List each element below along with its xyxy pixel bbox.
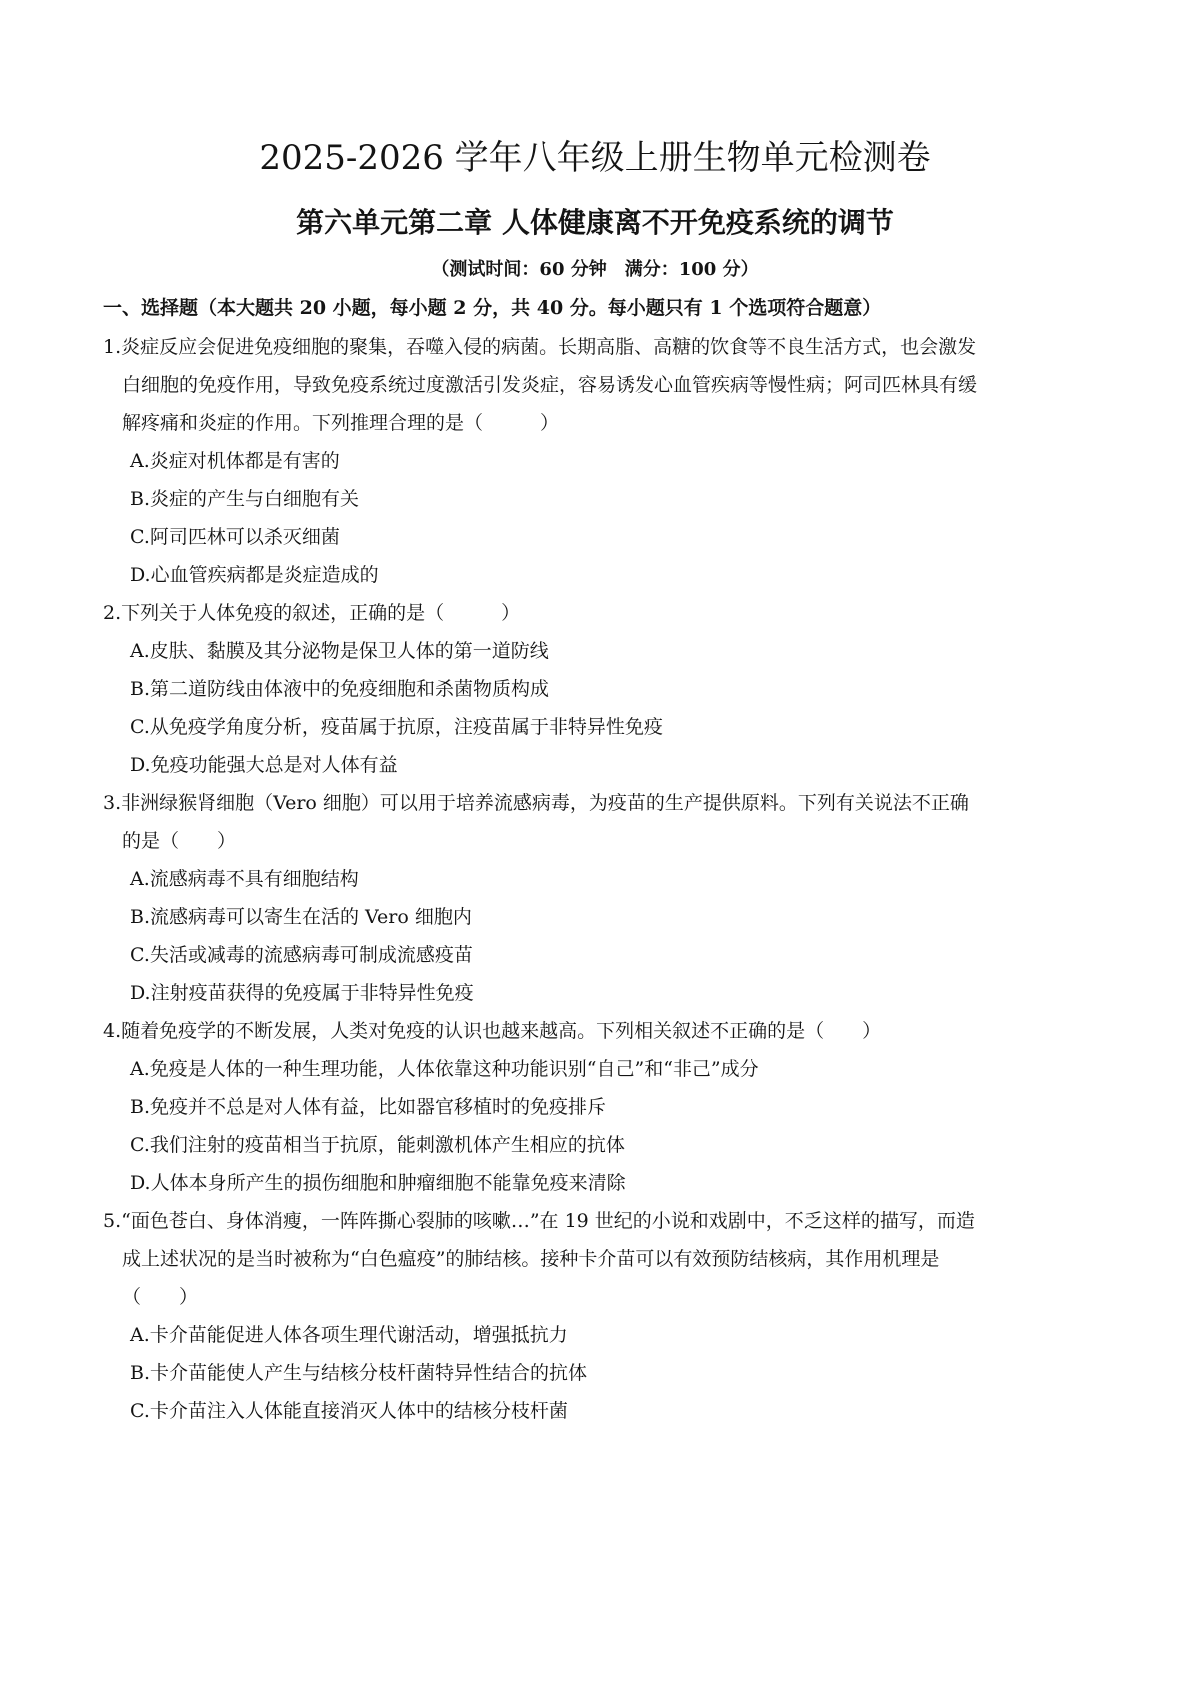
question-stem-line: 解疼痛和炎症的作用。下列推理合理的是（ ） [122,412,560,434]
option-a: A.皮肤、黏膜及其分泌物是保卫人体的第一道防线 [130,640,549,662]
question-5 [103,1202,1143,1430]
exam-subtitle: 第六单元第二章 人体健康离不开免疫系统的调节 [296,206,894,239]
question-3 [103,784,1143,1012]
option-d: D.免疫功能强大总是对人体有益 [130,754,398,776]
question-stem-line: 5.“面色苍白、身体消瘦，一阵阵撕心裂肺的咳嗽…”在 19 世纪的小说和戏剧中，不乏这样的描写，而造 [103,1210,975,1232]
section-heading: 一、选择题（本大题共 20 小题，每小题 2 分，共 40 分。每小题只有 1 个选项符合题意） [103,297,882,319]
option-a: A.免疫是人体的一种生理功能，人体依靠这种功能识别“自己”和“非己”成分 [130,1058,759,1080]
option-c: C.从免疫学角度分析，疫苗属于抗原，注疫苗属于非特异性免疫 [130,716,663,738]
question-stem-line: 2.下列关于人体免疫的叙述，正确的是（ ） [103,602,521,624]
question-2 [103,594,1143,784]
question-list [103,328,1143,1430]
option-d: D.心血管疾病都是炎症造成的 [130,564,379,586]
option-d: D.注射疫苗获得的免疫属于非特异性免疫 [130,982,474,1004]
question-stem-line: 4.随着免疫学的不断发展，人类对免疫的认识也越来越高。下列相关叙述不正确的是（ ） [103,1020,882,1042]
question-stem-line: 3.非洲绿猴肾细胞（Vero 细胞）可以用于培养流感病毒，为疫苗的生产提供原料。下列有关说法不正确 [103,792,969,814]
option-a: A.流感病毒不具有细胞结构 [130,868,359,890]
option-c: C.失活或减毒的流感病毒可制成流感疫苗 [130,944,473,966]
option-b: B.流感病毒可以寄生在活的 Vero 细胞内 [130,906,472,928]
option-d: D.人体本身所产生的损伤细胞和肿瘤细胞不能靠免疫来清除 [130,1172,626,1194]
question-stem-line: （ ） [122,1286,199,1308]
option-b: B.第二道防线由体液中的免疫细胞和杀菌物质构成 [130,678,550,700]
option-a: A.卡介苗能促进人体各项生理代谢活动，增强抵抗力 [130,1324,568,1346]
option-c: C.我们注射的疫苗相当于抗原，能刺激机体产生相应的抗体 [130,1134,625,1156]
question-stem-line: 的是（ ） [122,830,237,852]
option-c: C.阿司匹林可以杀灭细菌 [130,526,340,548]
question-4 [103,1012,1143,1202]
exam-info: （测试时间：60 分钟 满分：100 分） [431,259,759,280]
question-1 [103,328,1143,594]
option-a: A.炎症对机体都是有害的 [130,450,340,472]
question-stem-line: 白细胞的免疫作用，导致免疫系统过度激活引发炎症，容易诱发心血管疾病等慢性病；阿司匹林具有缓 [122,374,978,396]
exam-title: 2025-2026 学年八年级上册生物单元检测卷 [259,138,931,178]
option-c: C.卡介苗注入人体能直接消灭人体中的结核分枝杆菌 [130,1400,568,1422]
question-stem-line: 1.炎症反应会促进免疫细胞的聚集，吞噬入侵的病菌。长期高脂、高糖的饮食等不良生活方式，也会激发 [103,336,977,358]
question-stem-line: 成上述状况的是当时被称为“白色瘟疫”的肺结核。接种卡介苗可以有效预防结核病，其作用机理是 [122,1248,940,1270]
option-b: B.炎症的产生与白细胞有关 [130,488,360,510]
option-b: B.免疫并不总是对人体有益，比如器官移植时的免疫排斥 [130,1096,607,1118]
option-b: B.卡介苗能使人产生与结核分枝杆菌特异性结合的抗体 [130,1362,588,1384]
